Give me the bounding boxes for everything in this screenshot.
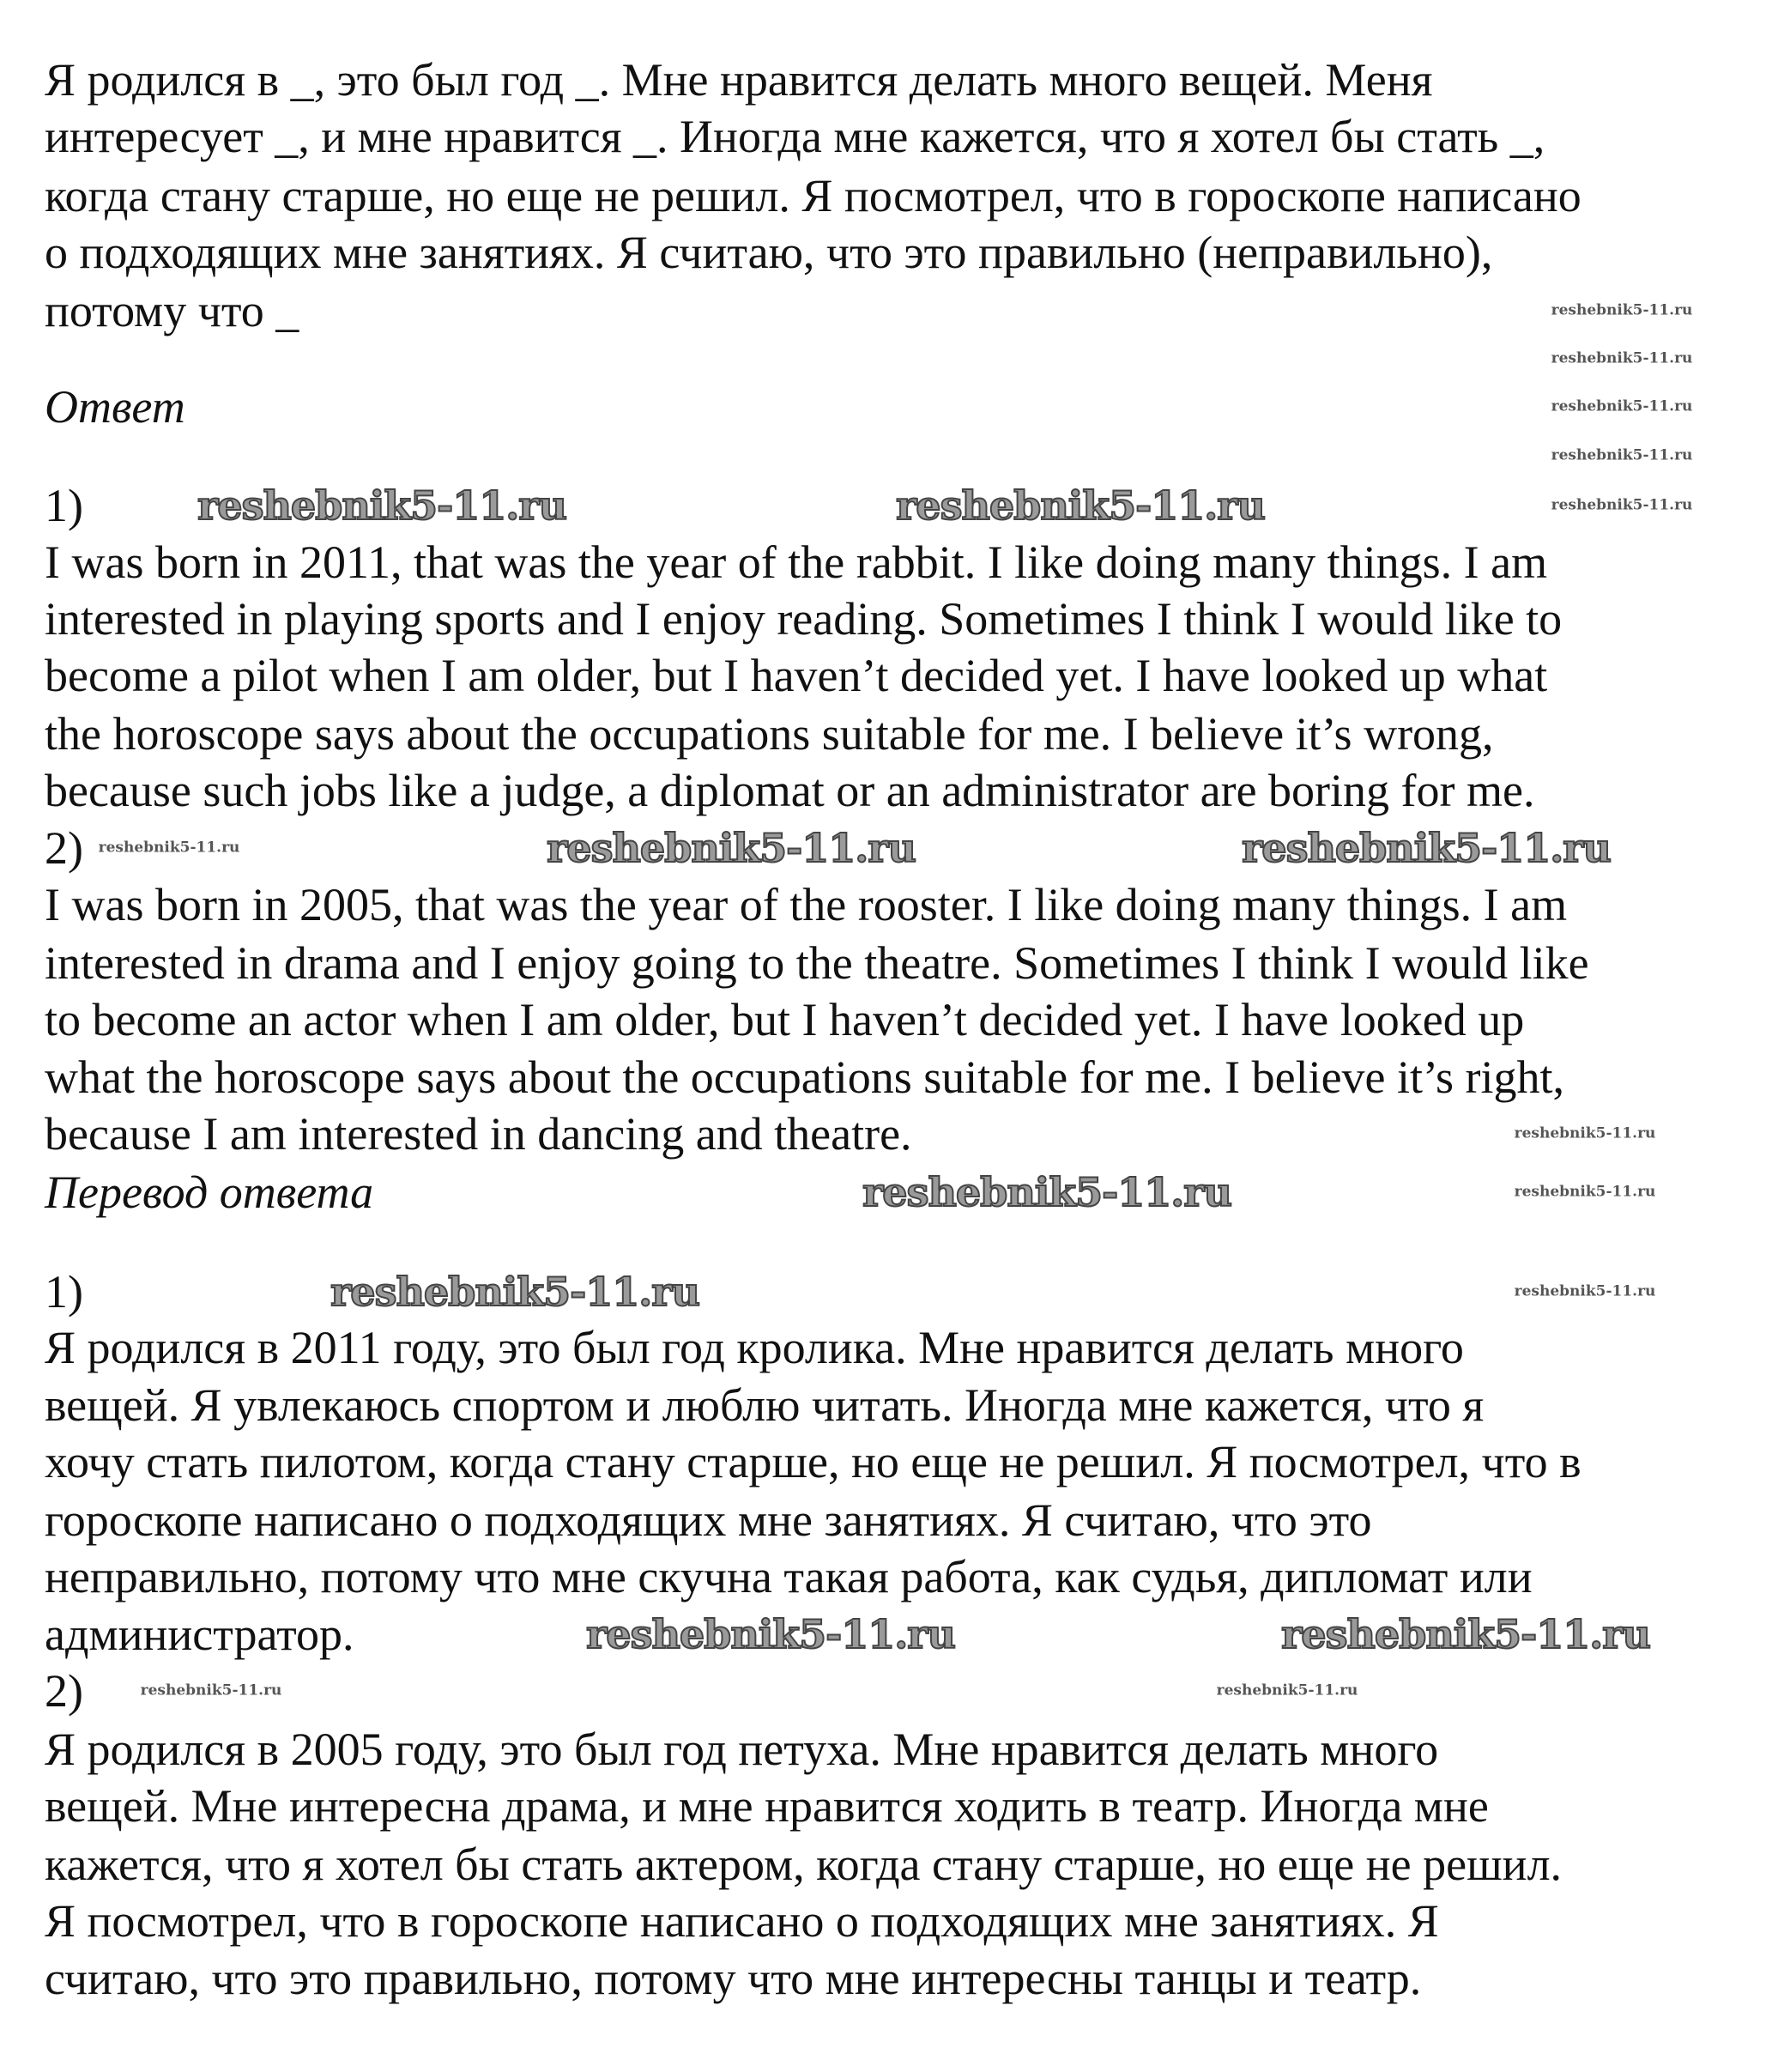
task-line: интересует _, и мне нравится _. Иногда мне кажется, что я хотел бы стать _, bbox=[45, 111, 1545, 162]
translation-line: Я родился в 2011 году, это был год кролика. Мне нравится делать много bbox=[45, 1322, 1464, 1373]
watermark: reshebnik5-11.ru bbox=[197, 482, 566, 529]
answer-line: because I am interested in dancing and theatre. bbox=[45, 1108, 912, 1160]
translation-line: Я родился в 2005 году, это был год петуха. Мне нравится делать много bbox=[45, 1724, 1439, 1775]
watermark: reshebnik5-11.ru bbox=[1281, 1611, 1650, 1657]
watermark: reshebnik5-11.ru bbox=[1551, 446, 1693, 464]
watermark: reshebnik5-11.ru bbox=[1216, 1681, 1358, 1699]
watermark: reshebnik5-11.ru bbox=[1514, 1124, 1656, 1142]
task-line: когда стану старше, но еще не решил. Я посмотрел, что в гороскопе написано bbox=[45, 170, 1581, 221]
watermark: reshebnik5-11.ru bbox=[1551, 301, 1693, 319]
watermark: reshebnik5-11.ru bbox=[862, 1169, 1231, 1215]
watermark: reshebnik5-11.ru bbox=[1514, 1282, 1656, 1300]
watermark: reshebnik5-11.ru bbox=[1551, 349, 1693, 367]
watermark: reshebnik5-11.ru bbox=[1514, 1183, 1656, 1201]
task-line: о подходящих мне занятиях. Я считаю, что это правильно (неправильно), bbox=[45, 227, 1493, 278]
translation-heading: Перевод ответа bbox=[45, 1166, 374, 1218]
translation-line: хочу стать пилотом, когда стану старше, но еще не решил. Я посмотрел, что в bbox=[45, 1436, 1581, 1487]
translation-number: 1) bbox=[45, 1266, 83, 1318]
task-line: потому что _ bbox=[45, 285, 299, 336]
watermark: reshebnik5-11.ru bbox=[1551, 397, 1693, 415]
answer-line: interested in drama and I enjoy going to the theatre. Sometimes I think I would like bbox=[45, 937, 1589, 989]
watermark: reshebnik5-11.ru bbox=[586, 1611, 955, 1657]
watermark: reshebnik5-11.ru bbox=[1242, 825, 1611, 871]
translation-line: вещей. Я увлекаюсь спортом и люблю читать. Иногда мне кажется, что я bbox=[45, 1379, 1485, 1431]
answer-line: I was born in 2005, that was the year of the rooster. I like doing many things. I am bbox=[45, 879, 1568, 930]
watermark: reshebnik5-11.ru bbox=[330, 1269, 699, 1315]
translation-line: неправильно, потому что мне скучна такая работа, как судья, дипломат или bbox=[45, 1551, 1533, 1602]
watermark: reshebnik5-11.ru bbox=[1551, 496, 1693, 514]
answer-heading: Ответ bbox=[45, 381, 185, 433]
translation-line: Я посмотрел, что в гороскопе написано о подходящих мне занятиях. Я bbox=[45, 1895, 1439, 1947]
answer-line: I was born in 2011, that was the year of the rabbit. I like doing many things. I am bbox=[45, 536, 1548, 588]
translation-line: считаю, что это правильно, потому что мне интересны танцы и театр. bbox=[45, 1953, 1422, 2004]
answer-line: interested in playing sports and I enjoy reading. Sometimes I think I would like to bbox=[45, 593, 1563, 645]
answer-number: 1) bbox=[45, 480, 83, 531]
answer-line: to become an actor when I am older, but I haven’t decided yet. I have looked up bbox=[45, 994, 1525, 1045]
translation-line: вещей. Мне интересна драма, и мне нравится ходить в театр. Иногда мне bbox=[45, 1780, 1489, 1832]
watermark: reshebnik5-11.ru bbox=[547, 825, 916, 871]
answer-line: because such jobs like a judge, a diplomat or an administrator are boring for me. bbox=[45, 765, 1535, 816]
translation-line: гороскопе написано о подходящих мне занятиях. Я считаю, что это bbox=[45, 1494, 1372, 1546]
answer-line: the horoscope says about the occupations suitable for me. I believe it’s wrong, bbox=[45, 708, 1494, 760]
answer-line: what the horoscope says about the occupations suitable for me. I believe it’s right, bbox=[45, 1051, 1565, 1103]
watermark: reshebnik5-11.ru bbox=[98, 839, 240, 857]
task-line: Я родился в _, это был год _. Мне нравится делать много вещей. Меня bbox=[45, 54, 1433, 106]
watermark: reshebnik5-11.ru bbox=[896, 482, 1265, 529]
translation-line: кажется, что я хотел бы стать актером, когда стану старше, но еще не решил. bbox=[45, 1839, 1563, 1890]
answer-number: 2) bbox=[45, 822, 83, 874]
answer-line: become a pilot when I am older, but I haven’t decided yet. I have looked up what bbox=[45, 650, 1548, 701]
translation-line: администратор. bbox=[45, 1609, 354, 1660]
watermark: reshebnik5-11.ru bbox=[140, 1681, 282, 1699]
translation-number: 2) bbox=[45, 1665, 83, 1717]
